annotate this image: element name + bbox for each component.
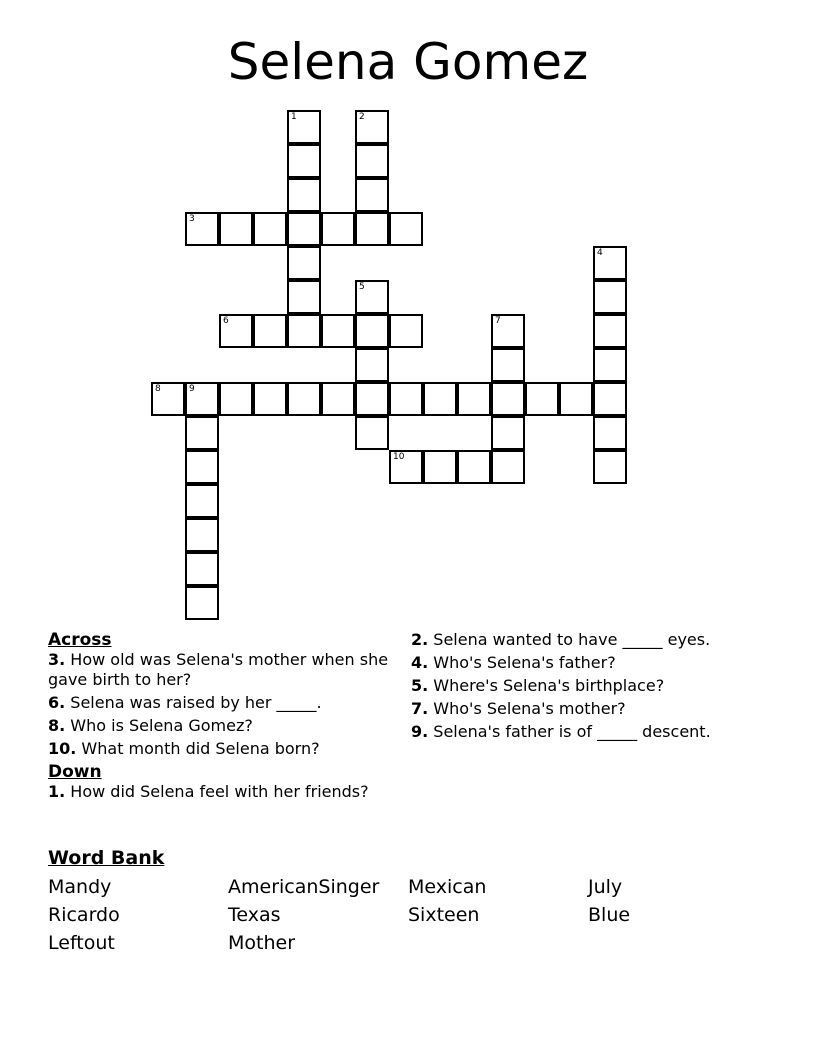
grid-cell[interactable] xyxy=(287,178,321,212)
word-bank-word: Blue xyxy=(588,904,631,926)
clue-item-number: 2. xyxy=(411,630,429,649)
grid-cell[interactable] xyxy=(355,212,389,246)
clue-item-text: Who's Selena's father? xyxy=(428,653,616,672)
grid-cell[interactable] xyxy=(185,416,219,450)
clue-number: 10 xyxy=(393,452,405,462)
grid-cell[interactable] xyxy=(593,280,627,314)
grid-cell[interactable] xyxy=(321,382,355,416)
clue-number: 9 xyxy=(189,384,195,394)
grid-cell[interactable] xyxy=(151,382,185,416)
grid-cell[interactable] xyxy=(185,586,219,620)
grid-cell[interactable] xyxy=(593,246,627,280)
grid-cell[interactable] xyxy=(287,280,321,314)
word-bank-grid xyxy=(48,876,768,954)
grid-cell[interactable] xyxy=(185,518,219,552)
clue-number: 5 xyxy=(359,282,365,292)
grid-cell[interactable] xyxy=(287,144,321,178)
clue-item xyxy=(411,653,711,673)
grid-cell[interactable] xyxy=(287,314,321,348)
clue-item-number: 5. xyxy=(411,676,429,695)
word-bank xyxy=(48,846,768,954)
down-clue-list-right xyxy=(411,630,711,742)
grid-cell[interactable] xyxy=(491,348,525,382)
clue-item-text: Who's Selena's mother? xyxy=(428,699,626,718)
clue-item-text: Selena was raised by her _____. xyxy=(65,693,322,712)
down-heading: Down xyxy=(48,762,102,782)
clue-item-number: 10. xyxy=(48,739,77,758)
grid-cell[interactable] xyxy=(355,416,389,450)
clue-item xyxy=(411,630,711,650)
grid-cell[interactable] xyxy=(389,450,423,484)
across-clue-list xyxy=(48,650,393,759)
word-bank-word: Mandy xyxy=(48,876,112,898)
clues-left-column xyxy=(48,630,393,805)
grid-cell[interactable] xyxy=(219,314,253,348)
grid-cell[interactable] xyxy=(491,314,525,348)
clue-item-number: 7. xyxy=(411,699,429,718)
grid-cell[interactable] xyxy=(253,212,287,246)
clue-item xyxy=(411,722,711,742)
grid-cell[interactable] xyxy=(355,110,389,144)
word-bank-heading: Word Bank xyxy=(48,847,165,869)
grid-cell[interactable] xyxy=(423,382,457,416)
grid-cell[interactable] xyxy=(423,450,457,484)
grid-cell[interactable] xyxy=(253,314,287,348)
word-bank-word: Texas xyxy=(228,904,281,926)
clue-item-text: Selena wanted to have _____ eyes. xyxy=(428,630,711,649)
clue-item xyxy=(48,782,393,802)
clue-item-number: 3. xyxy=(48,650,66,669)
grid-cell[interactable] xyxy=(389,382,423,416)
clue-number: 7 xyxy=(495,316,501,326)
clue-number: 6 xyxy=(223,316,229,326)
grid-cell[interactable] xyxy=(525,382,559,416)
grid-cell[interactable] xyxy=(287,246,321,280)
word-bank-word: July xyxy=(588,876,623,898)
clue-item xyxy=(48,650,393,690)
word-bank-word: Mother xyxy=(228,932,296,954)
grid-cell[interactable] xyxy=(185,382,219,416)
grid-cell[interactable] xyxy=(593,416,627,450)
grid-cell[interactable] xyxy=(355,178,389,212)
word-bank-word: Sixteen xyxy=(408,904,480,926)
grid-cell[interactable] xyxy=(287,212,321,246)
grid-cell[interactable] xyxy=(389,212,423,246)
grid-cell[interactable] xyxy=(355,314,389,348)
grid-cell[interactable] xyxy=(185,552,219,586)
word-bank-word: Leftout xyxy=(48,932,115,954)
grid-cell[interactable] xyxy=(287,110,321,144)
clue-item-text: Selena's father is of _____ descent. xyxy=(428,722,711,741)
across-heading: Across xyxy=(48,630,112,650)
clue-number: 8 xyxy=(155,384,161,394)
grid-cell[interactable] xyxy=(355,382,389,416)
grid-cell[interactable] xyxy=(321,314,355,348)
grid-cell[interactable] xyxy=(593,382,627,416)
grid-cell[interactable] xyxy=(559,382,593,416)
grid-cell[interactable] xyxy=(491,416,525,450)
clue-item xyxy=(48,716,393,736)
grid-cell[interactable] xyxy=(287,382,321,416)
clue-item-text: What month did Selena born? xyxy=(76,739,320,758)
grid-cell[interactable] xyxy=(185,484,219,518)
grid-cell[interactable] xyxy=(593,314,627,348)
clue-item-number: 8. xyxy=(48,716,66,735)
clue-item-number: 1. xyxy=(48,782,66,801)
clue-number: 1 xyxy=(291,112,297,122)
grid-cell[interactable] xyxy=(185,212,219,246)
grid-cell[interactable] xyxy=(219,382,253,416)
clue-item-number: 9. xyxy=(411,722,429,741)
word-bank-word: Ricardo xyxy=(48,904,120,926)
grid-cell[interactable] xyxy=(593,450,627,484)
grid-cell[interactable] xyxy=(491,450,525,484)
clue-item-number: 4. xyxy=(411,653,429,672)
grid-cell[interactable] xyxy=(355,280,389,314)
grid-cell[interactable] xyxy=(185,450,219,484)
word-bank-word: Mexican xyxy=(408,876,487,898)
grid-cell[interactable] xyxy=(389,314,423,348)
grid-cell[interactable] xyxy=(491,382,525,416)
grid-cell[interactable] xyxy=(253,382,287,416)
clue-number: 2 xyxy=(359,112,365,122)
grid-cell[interactable] xyxy=(355,348,389,382)
clue-item xyxy=(411,699,711,719)
puzzle-title: Selena Gomez xyxy=(227,33,589,91)
grid-cell[interactable] xyxy=(321,212,355,246)
clue-item-text: How old was Selena's mother when she gave birth to her? xyxy=(48,650,389,689)
clue-item-text: How did Selena feel with her friends? xyxy=(65,782,369,801)
clue-item xyxy=(48,739,393,759)
clues-right-column xyxy=(411,630,711,745)
clue-item-number: 6. xyxy=(48,693,66,712)
clue-item xyxy=(48,693,393,713)
word-bank-word: AmericanSinger xyxy=(228,876,380,898)
clue-item-text: Who is Selena Gomez? xyxy=(65,716,253,735)
grid-cell[interactable] xyxy=(219,212,253,246)
grid-cell[interactable] xyxy=(355,144,389,178)
grid-cell[interactable] xyxy=(457,382,491,416)
clue-item-text: Where's Selena's birthplace? xyxy=(428,676,665,695)
grid-cell[interactable] xyxy=(457,450,491,484)
clue-number: 4 xyxy=(597,248,603,258)
clue-number: 3 xyxy=(189,214,195,224)
down-clue-list-left xyxy=(48,782,393,802)
grid-cell[interactable] xyxy=(593,348,627,382)
clue-item xyxy=(411,676,711,696)
